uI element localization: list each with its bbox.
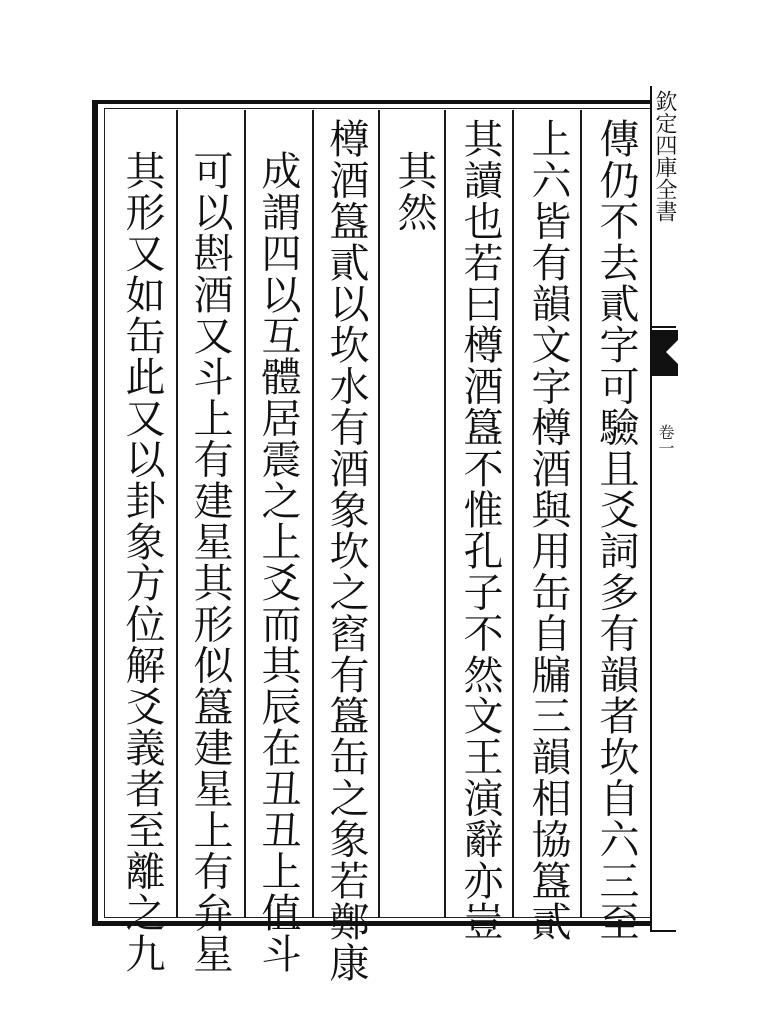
text-column-4: 其然 xyxy=(391,150,437,233)
text-column-6: 成謂四以互體居震之上爻而其辰在丑丑上值斗 xyxy=(255,150,301,974)
margin-divider xyxy=(652,326,676,328)
text-column-1: 傳仍不去貳字可驗且爻詞多有韻者坎自六三至 xyxy=(593,118,639,942)
fishtail-mark-icon xyxy=(652,330,678,376)
column-rule xyxy=(512,110,514,918)
text-column-8: 其形又如缶此又以卦象方位解爻義者至離之九 xyxy=(119,150,165,974)
column-rule xyxy=(444,110,446,918)
margin-juan-label: 卷一 xyxy=(656,424,675,456)
text-column-7: 可以斟酒又斗上有建星其形似簋建星上有弁星 xyxy=(187,150,233,974)
column-rule xyxy=(312,110,314,918)
margin-divider xyxy=(652,930,676,932)
column-rule xyxy=(176,110,178,918)
column-rule xyxy=(378,110,380,918)
margin-book-title: 欽定四庫全書 xyxy=(652,90,677,222)
text-column-5: 樽酒簋貳以坎水有酒象坎之窞有簋缶之象若鄭康 xyxy=(323,118,369,984)
text-column-3: 其讀也若曰樽酒簋不惟孔子不然文王演辭亦豈 xyxy=(457,118,503,942)
column-rule xyxy=(580,110,582,918)
column-rule xyxy=(244,110,246,918)
text-column-2: 上六皆有韻文字樽酒與用缶自牖三韻相協簋貳 xyxy=(525,118,571,942)
